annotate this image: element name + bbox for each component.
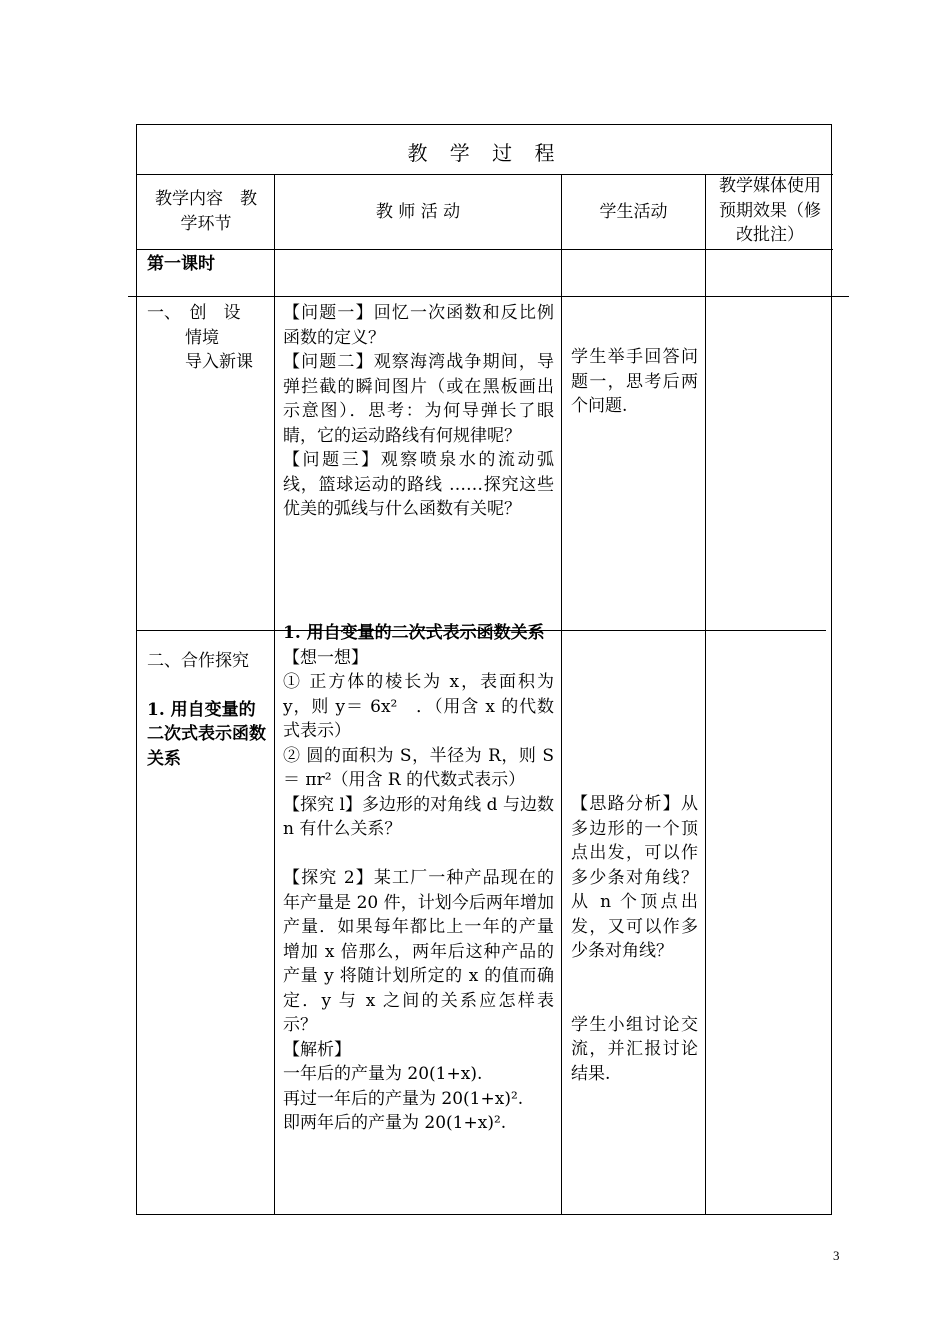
lesson-label: 第一课时 <box>147 254 215 274</box>
analysis-line: 即两年后的产量为 20(1+x)². <box>283 1113 507 1133</box>
teaching-process-table <box>136 124 832 1215</box>
question-1: 【问题一】回忆一次函数和反比例函数的定义？ <box>283 303 554 348</box>
page-number: 3 <box>833 1248 840 1263</box>
section-divider <box>128 296 849 297</box>
student-activity-section-1: 学生举手回答问题一，思考后两个问题. <box>571 347 698 416</box>
table-title: 教 学 过 程 <box>407 141 563 165</box>
stage-1-line: 一、 创 设 <box>147 303 241 323</box>
student-group-discussion: 学生小组讨论交流，并汇报讨论结果. <box>571 1014 698 1084</box>
teacher-activity-section-2 <box>283 621 554 1136</box>
section-divider <box>136 630 826 631</box>
think-item-1: ① 正方体的棱长为 x，表面积为 y，则 y＝ 6x² ．（用含 x 的代数式表示） <box>283 672 554 741</box>
column-divider <box>561 174 562 1215</box>
think-item-2: ② 圆的面积为 S，半径为 R，则 S ＝ πr²（用含 R 的代数式表示） <box>283 745 554 790</box>
think-label: 【想一想】 <box>283 647 368 668</box>
question-2: 【问题二】观察海湾战争期间，导弹拦截的瞬间图片（或在黑板画出示意图）．思考：为何导弹长了眼睛，它的运动路线有何规律呢？ <box>283 352 554 446</box>
analysis-line: 再过一年后的产量为 20(1+x)². <box>283 1088 524 1109</box>
analysis-line: 一年后的产量为 20(1+x). <box>283 1064 483 1084</box>
student-activity-section-2 <box>571 792 698 1086</box>
stage-1-line: 导入新课 <box>185 352 253 372</box>
header-content-stage: 教学内容 教学环节 <box>155 189 257 234</box>
question-3: 【问题三】观察喷泉水的流动弧线，篮球运动的路线 ……探究这些优美的弧线与什么函数有关呢？ <box>283 450 554 519</box>
row-divider <box>137 249 833 250</box>
header-student-activity: 学生活动 <box>599 202 668 222</box>
stage-2-cell <box>147 649 269 771</box>
student-thinking-hint: 【思路分析】从多边形的一个顶点出发，可以作多少条对角线？从 n 个顶点出发，又可以作多少条对角线？ <box>571 794 698 961</box>
topic-heading: 1. 用自变量的二次式表示函数关系 <box>283 623 545 643</box>
header-teacher-activity: 教 师 活 动 <box>375 202 461 222</box>
explore-1: 【探究 l】多边形的对角线 d 与边数 n 有什么关系？ <box>283 794 554 839</box>
stage-1-line: 情境 <box>185 327 219 348</box>
teacher-activity-section-1 <box>283 301 554 522</box>
stage-2-label: 二、合作探究 <box>147 651 249 671</box>
analysis-label: 【解析】 <box>283 1039 351 1060</box>
column-divider <box>705 174 706 1215</box>
column-divider <box>274 174 275 1215</box>
stage-2-sub-label: 1. 用自变量的二次式表示函数关系 <box>147 699 266 769</box>
explore-2: 【探究 2】某工厂一种产品现在的年产量是 20 件，计划今后两年增加产量．如果每年都比上一年的产量增加 x 倍那么，两年后这种产品的产量 y 将随计划所定的 x 的值而确定．y 与 x 之间的关系应怎样表示？ <box>283 868 554 1035</box>
header-media-effect: 教学媒体使用预期效果（修改批注） <box>719 176 821 245</box>
stage-1-cell <box>147 301 269 375</box>
